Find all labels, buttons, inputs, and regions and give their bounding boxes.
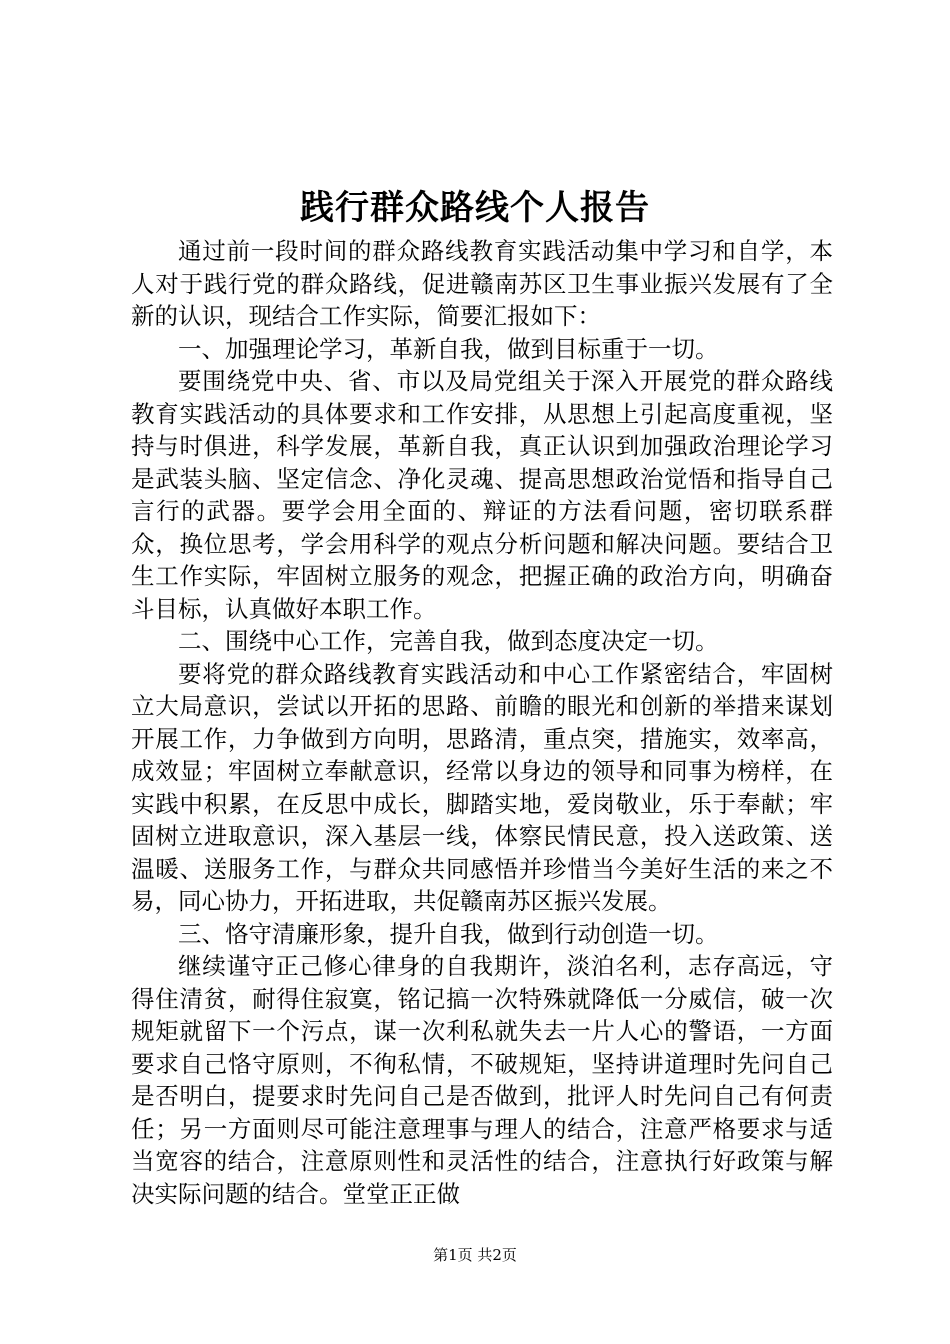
heading-section-1: 一、加强理论学习，革新自我，做到目标重于一切。 bbox=[178, 334, 719, 363]
heading-section-3: 三、恪守清廉形象，提升自我，做到行动创造一切。 bbox=[178, 919, 719, 948]
paragraph-intro: 通过前一段时间的群众路线教育实践活动集中学习和自学，本人对于践行党的群众路线，促进赣南苏区卫生事业振兴发展有了全新的认识，现结合工作实际，简要汇报如下： bbox=[131, 237, 833, 330]
paragraph-section-2: 要将党的群众路线教育实践活动和中心工作紧密结合，牢固树立大局意识，尝试以开拓的思路、前瞻的眼光和创新的举措来谋划开展工作，力争做到方向明，思路清，重点突，措施实，效率高，成效显；牢固树立奉献意识，经常以身边的领导和同事为榜样，在实践中积累，在反思中成长，脚踏实地，爱岗敬业，乐于奉献；牢固树立进取意识，深入基层一线，体察民情民意，投入送政策、送温暖、送服务工作，与群众共同感悟并珍惜当今美好生活的来之不易，同心协力，开拓进取，共促赣南苏区振兴发展。 bbox=[131, 659, 833, 915]
page-number-footer: 第1页 共2页 bbox=[433, 1246, 517, 1264]
document-title: 践行群众路线个人报告 bbox=[300, 188, 650, 228]
paragraph-section-1: 要围绕党中央、省、市以及局党组关于深入开展党的群众路线教育实践活动的具体要求和工作安排，从思想上引起高度重视，坚持与时俱进，科学发展，革新自我，真正认识到加强政治理论学习是武装头脑、坚定信念、净化灵魂、提高思想政治觉悟和指导自己言行的武器。要学会用全面的、辩证的方法看问题，密切联系群众，换位思考，学会用科学的观点分析问题和解决问题。要结合卫生工作实际，牢固树立服务的观念，把握正确的政治方向，明确奋斗目标，认真做好本职工作。 bbox=[131, 367, 833, 623]
document-body bbox=[131, 235, 833, 1210]
heading-section-2: 二、围绕中心工作，完善自我，做到态度决定一切。 bbox=[178, 627, 719, 655]
paragraph-section-3: 继续谨守正己修心律身的自我期许，淡泊名利，志存高远，守得住清贫，耐得住寂寞，铭记搞一次特殊就降低一分威信，破一次规矩就留下一个污点，谋一次利私就失去一片人心的警语，一方面要求自己恪守原则，不徇私情，不破规矩，坚持讲道理时先问自己是否明白，提要求时先问自己是否做到，批评人时先问自己有何责任；另一方面则尽可能注意理事与理人的结合，注意严格要求与适当宽容的结合，注意原则性和灵活性的结合，注意执行好政策与解决实际问题的结合。堂堂正正做 bbox=[131, 952, 833, 1208]
